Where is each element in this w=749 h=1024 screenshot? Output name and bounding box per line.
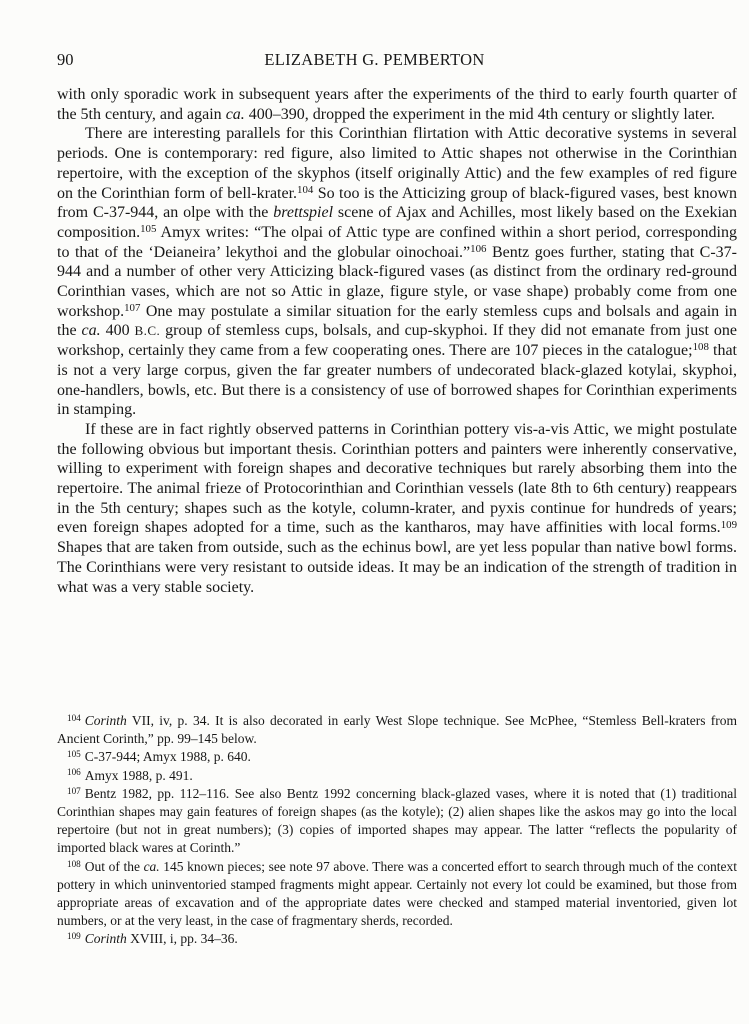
footnote-reference: 107 — [124, 301, 141, 314]
footnote-number: 106 — [67, 767, 81, 778]
footnote-reference: 109 — [720, 518, 737, 531]
footnote-number: 108 — [67, 858, 81, 869]
footnote-reference: 104 — [297, 183, 314, 196]
footnote: $^{107}$ Bentz 1982, pp. 112–116. See also Bentz 1992 concerning black-glazed vases, where it is noted that (1) traditional Corinthian shapes may gain features of foreign shapes (as the kotyle); (2) alien shapes like the askos may go into the local repertoire (but not in great numbers); (3) copies of imported shapes may appear. The latter “reflects the popularity of imported black wares at Corinth.” — [57, 785, 737, 856]
footnote-reference: 108 — [692, 341, 709, 354]
italic-text: ca. — [225, 105, 245, 123]
italic-text: Corinth — [84, 713, 127, 728]
footnote-reference: 106 — [470, 242, 487, 255]
page-header — [0, 50, 749, 70]
running-head: ELIZABETH G. PEMBERTON — [264, 50, 485, 69]
footnote: $^{108}$ Out of the ca. 145 known pieces; see note 97 above. There was a concerted effort to search through much of the context pottery in which uninventoried stamped fragments might appear. Certainly not every lot could be examined, but those from appropriate areas of excavation and of the appropriate dates were checked and stamped material inventoried, given lot numbers, or at the very least, in the case of fragmentary sherds, recorded. — [57, 858, 737, 929]
italic-text: ca. — [143, 858, 160, 874]
footnotes-section — [57, 712, 737, 949]
italic-text: Corinth — [84, 931, 127, 947]
paragraph: with only sporadic work in subsequent years after the experiments of the third to early fourth quarter of the 5th century, and again ca. 400–390, dropped the experiment in the mid 4th century or slightly later. — [57, 86, 737, 123]
footnote-number: 109 — [67, 931, 81, 942]
footnote-number: 104 — [67, 712, 81, 723]
italic-text: ca. — [81, 322, 101, 340]
footnote-number: 105 — [67, 749, 81, 760]
small-caps-text: B.C. — [134, 323, 161, 339]
paragraph: There are interesting parallels for this Corinthian flirtation with Attic decorative systems in several periods. One is contemporary: red figure, also limited to Attic shapes not otherwise in the Corinthian repertoire, with the exception of the skyphos (itself originally Attic) and the few examples of red figure on the Corinthian form of bell-krater.$^{104}$ So too is the Atticizing group of black-figured vases, best known from C-37-944, an olpe with the brettspiel scene of Ajax and Achilles, most likely based on the Exekian composition.$^{105}$ Amyx writes: “The olpai of Attic type are confined within a short period, corresponding to that of the ‘Deianeira’ lekythoi and the globular oinochoai.”$^{106}$ Bentz goes further, stating that C-37-944 and a number of other very Atticizing black-figured vases (as distinct from the ordinary red-ground Corinthian vases, which are not so Attic in glaze, figure style, or vase shape) probably come from one workshop.$^{107}$ One may postulate a similar situation for the early stemless cups and bolsals and again in the ca. 400 B.C. group of stemless cups, bolsals, and cup-skyphoi. If they did not emanate from just one workshop, certainly they came from a few cooperating ones. There are 107 pieces in the catalogue;$^{108}$ that is not a very large corpus, given the far greater numbers of undecorated black-glazed kotylai, skyphoi, one-handlers, bowls, etc. But there is a consistency of use of borrowed shapes for Corinthian experiments in stamping. — [57, 125, 738, 419]
footnote: $^{106}$ Amyx 1988, p. 491. — [67, 767, 193, 783]
italic-text: brettspiel — [273, 204, 334, 222]
footnote: $^{104}$ Corinth VII, iv, p. 34. It is also decorated in early West Slope technique. See McPhee, “Stemless Bell-kraters from Ancient Corinth,” pp. 99–145 below. — [57, 712, 737, 747]
page-number: 90 — [57, 50, 74, 69]
body-text — [57, 85, 737, 597]
footnote: $^{105}$ C-37-944; Amyx 1988, p. 640. — [67, 749, 251, 765]
footnote: $^{109}$ Corinth XVIII, i, pp. 34–36. — [67, 931, 238, 947]
footnote-number: 107 — [67, 785, 81, 796]
paragraph: If these are in fact rightly observed patterns in Corinthian pottery vis-a-vis Attic, we might postulate the following obvious but important thesis. Corinthian potters and painters were inherently conservative, willing to experiment with foreign shapes and decorative techniques but rarely absorbing them into the repertoire. The animal frieze of Protocorinthian and Corinthian vessels (late 8th to 6th century) reappears in the 5th century; shapes such as the kotyle, column-krater, and pyxis continue for hundreds of years; even foreign shapes adopted for a time, such as the kantharos, may have affinities with local forms.$^{109}$ Shapes that are taken from outside, such as the echinus bowl, are yet less popular than native bowl forms. The Corinthians were very resistant to outside ideas. It may be an indication of the strength of tradition in what was a very stable society. — [57, 420, 737, 596]
footnote-reference: 105 — [140, 223, 157, 236]
